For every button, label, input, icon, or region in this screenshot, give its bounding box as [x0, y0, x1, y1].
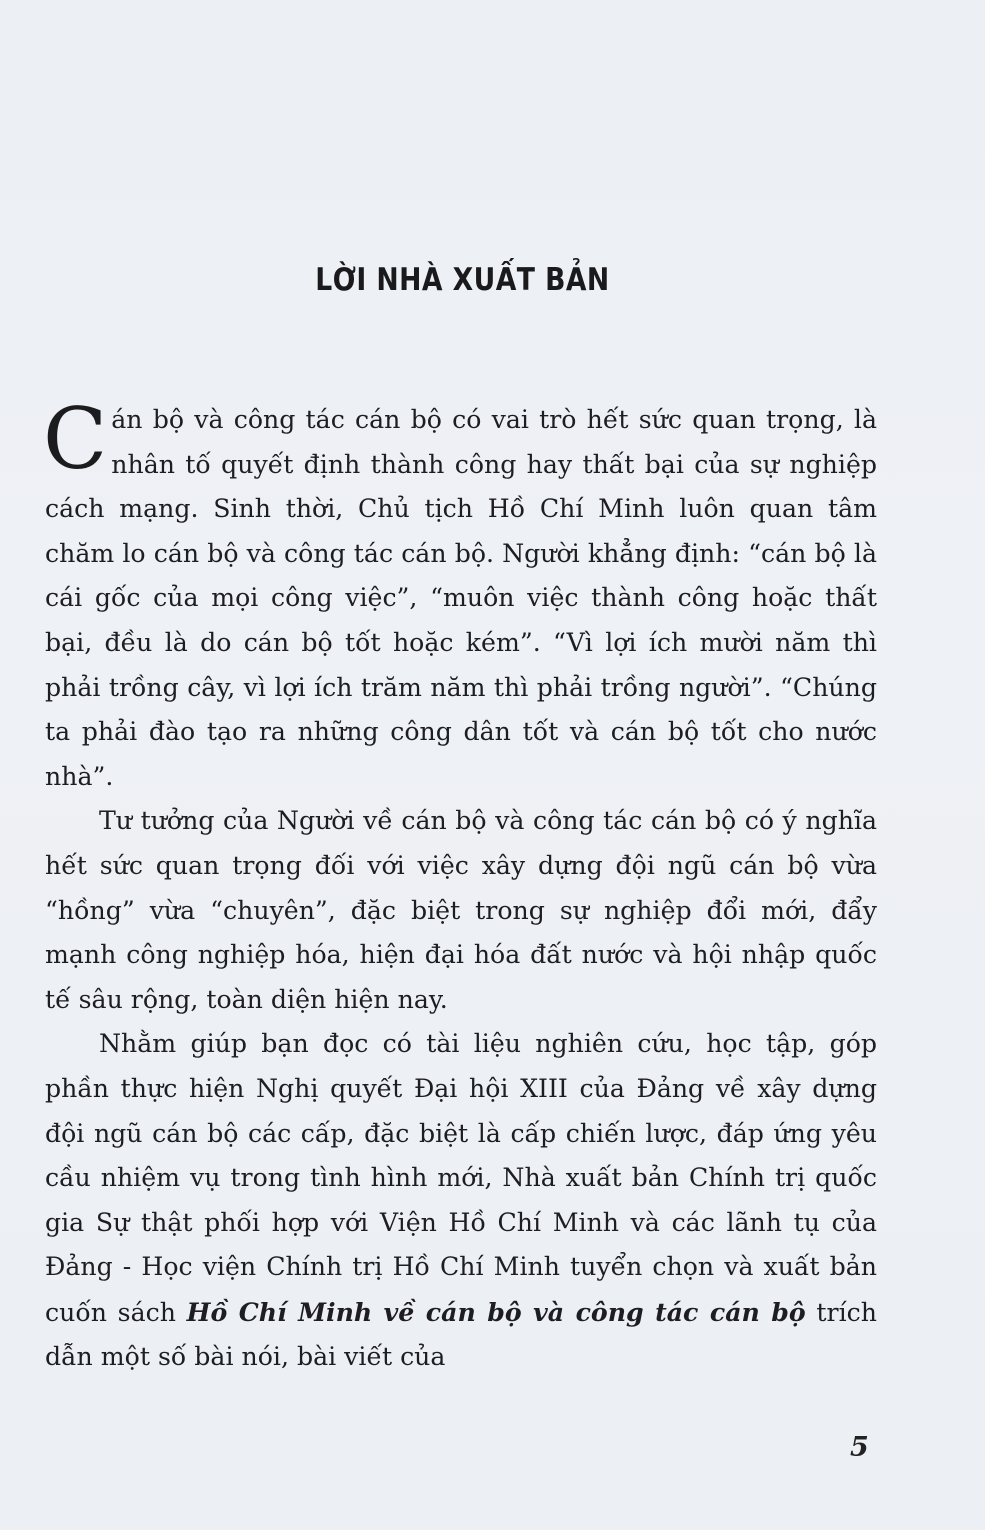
book-title: Hồ Chí Minh về cán bộ và công tác cán bộ	[186, 1296, 806, 1327]
body-text	[43, 390, 877, 1380]
paragraph-1	[43, 390, 877, 799]
drop-cap: C	[43, 390, 108, 488]
paragraph-3-text-before: Nhằm giúp bạn đọc có tài liệu nghiên cứu, học tập, góp phần thực hiện Nghị quyết Đại hội XIII của Đảng về xây dựng đội ngũ cán bộ các cấp, đặc biệt là cấp chiến lược, đáp ứng yêu cầu nhiệm vụ trong tình hình mới, Nhà xuất bản Chính trị quốc gia Sự thật phối hợp với Viện Hồ Chí Minh và các lãnh tụ của Đảng - Học viện Chính trị Hồ Chí Minh tuyển chọn và xuất bản cuốn sách	[45, 1029, 877, 1327]
section-heading: LỜI NHÀ XUẤT BẢN	[315, 262, 610, 298]
paragraph-2: Tư tưởng của Người về cán bộ và công tác cán bộ có ý nghĩa hết sức quan trọng đối với việc xây dựng đội ngũ cán bộ vừa “hồng” vừa “chuyên”, đặc biệt trong sự nghiệp đổi mới, đẩy mạnh công nghiệp hóa, hiện đại hóa đất nước và hội nhập quốc tế sâu rộng, toàn diện hiện nay.	[45, 806, 877, 1014]
page-number: 5	[850, 1432, 869, 1463]
paragraph-3	[45, 1022, 877, 1380]
paragraph-1-text: án bộ và công tác cán bộ có vai trò hết sức quan trọng, là nhân tố quyết định thành công hay thất bại của sự nghiệp cách mạng. Sinh thời, Chủ tịch Hồ Chí Minh luôn quan tâm chăm lo cán bộ và công tác cán bộ. Người khẳng định: “cán bộ là cái gốc của mọi công việc”, “muôn việc thành công hoặc thất bại, đều là do cán bộ tốt hoặc kém”. “Vì lợi ích mười năm thì phải trồng cây, vì lợi ích trăm năm thì phải trồng người”. “Chúng ta phải đào tạo ra những công dân tốt và cán bộ tốt cho nước nhà”.	[45, 405, 877, 791]
paragraph-3-text-after: trích dẫn một số bài nói, bài viết của	[45, 1297, 877, 1372]
